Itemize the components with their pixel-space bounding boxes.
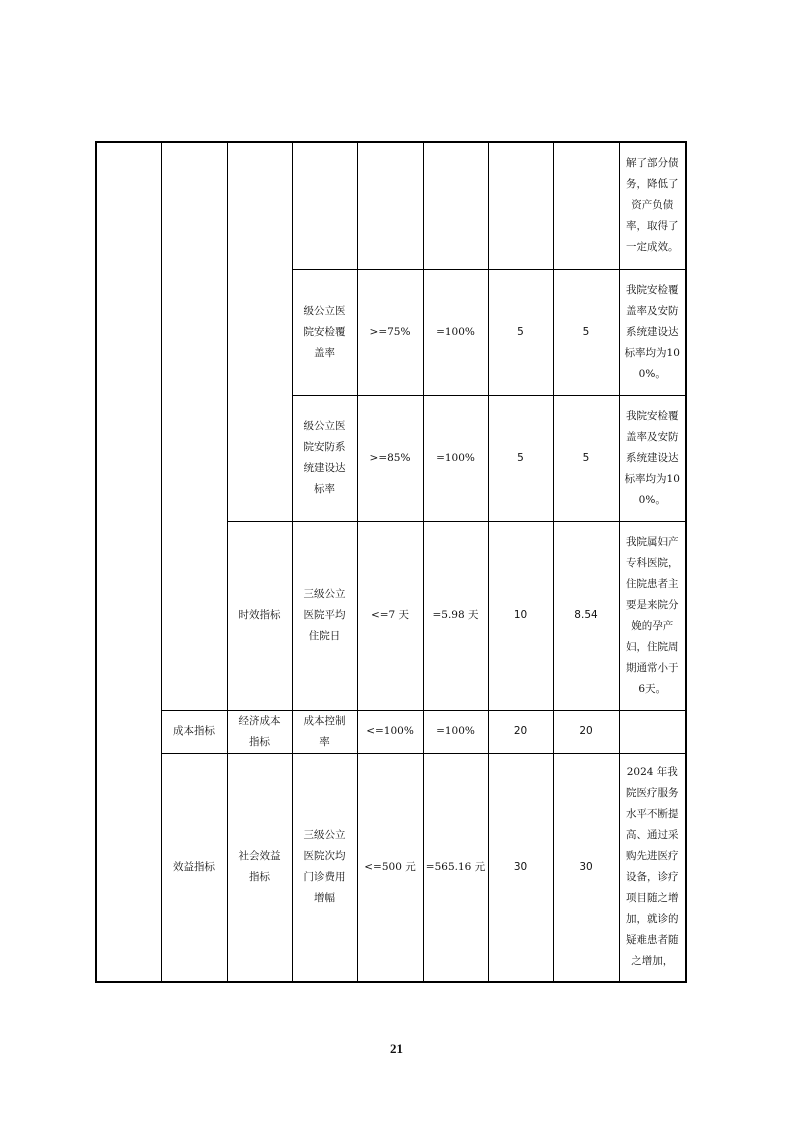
actual-cell: =100% [423, 269, 488, 395]
weight-cell: 20 [488, 710, 553, 753]
subcategory-cell: 社会效益指标 [227, 753, 292, 982]
weight-cell: 10 [488, 521, 553, 710]
score-cell: 20 [553, 710, 619, 753]
note-cell: 我院属妇产专科医院，住院患者主要是来院分娩的孕产妇，住院周期通常小于 6天。 [619, 521, 686, 710]
category-cell [161, 142, 227, 710]
note-cell: 我院安检覆盖率及安防系统建设达标率均为100%。 [619, 269, 686, 395]
weight-cell: 30 [488, 753, 553, 982]
score-cell [553, 142, 619, 269]
target-cell: >=85% [357, 395, 423, 521]
indicator-cell: 级公立医院安检覆盖率 [292, 269, 357, 395]
table-row [96, 753, 686, 982]
weight-cell: 5 [488, 395, 553, 521]
table-row [96, 142, 686, 269]
target-cell: <=500 元 [357, 753, 423, 982]
weight-cell: 5 [488, 269, 553, 395]
category-cell: 成本指标 [161, 710, 227, 753]
target-cell: >=75% [357, 269, 423, 395]
subcategory-cell: 经济成本指标 [227, 710, 292, 753]
score-cell: 5 [553, 395, 619, 521]
indicator-cell: 成本控制率 [292, 710, 357, 753]
subcategory-cell: 时效指标 [227, 521, 292, 710]
indicator-cell: 三级公立医院次均门诊费用增幅 [292, 753, 357, 982]
indicator-cell [292, 142, 357, 269]
actual-cell: =100% [423, 710, 488, 753]
indicator-cell: 级公立医院安防系统建设达标率 [292, 395, 357, 521]
score-cell: 8.54 [553, 521, 619, 710]
performance-table [95, 141, 687, 983]
target-cell [357, 142, 423, 269]
actual-cell: =100% [423, 395, 488, 521]
note-cell: 2024 年我院医疗服务水平不断提高、通过采购先进医疗设备，诊疗项目随之增加，就诊的疑难患者随之增加， [619, 753, 686, 982]
table-row [96, 710, 686, 753]
actual-cell: =5.98 天 [423, 521, 488, 710]
score-cell: 30 [553, 753, 619, 982]
category-cell: 效益指标 [161, 753, 227, 982]
score-cell: 5 [553, 269, 619, 395]
level1-cell [96, 142, 161, 982]
note-cell: 我院安检覆盖率及安防系统建设达标率均为100%。 [619, 395, 686, 521]
page-number: 21 [390, 1041, 403, 1056]
indicator-cell: 三级公立医院平均住院日 [292, 521, 357, 710]
note-cell: 解了部分债务，降低了资产负债率，取得了一定成效。 [619, 142, 686, 269]
target-cell: <=100% [357, 710, 423, 753]
subcategory-cell [227, 142, 292, 521]
note-cell [619, 710, 686, 753]
target-cell: <=7 天 [357, 521, 423, 710]
actual-cell [423, 142, 488, 269]
actual-cell: =565.16 元 [423, 753, 488, 982]
weight-cell [488, 142, 553, 269]
